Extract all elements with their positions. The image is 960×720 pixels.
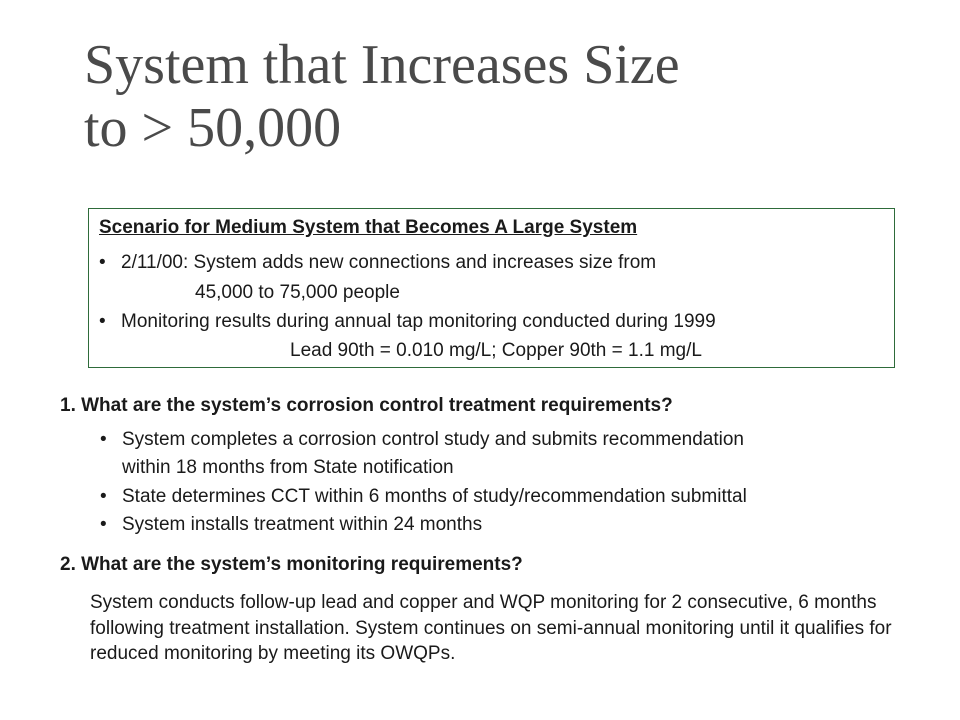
q1-bullet-3-line1: System installs treatment within 24 months [122,514,483,535]
scenario-bullet-2-line1: Monitoring results during annual tap monitoring conducted during 1999 [121,311,716,332]
scenario-box [88,208,895,368]
question-2-answer: System conducts follow-up lead and copper and WQP monitoring for 2 consecutive, 6 months following treatment installation. System continues on semi-annual monitoring until it qualifies for reduced monitoring by meeting its OWQPs. [90,592,892,664]
bullet-glyph: • [100,514,107,535]
q1-bullet-1-line1: System completes a corrosion control study and submits recommendation [122,429,744,450]
slide-title [84,34,904,160]
q1-bullet-1 [100,429,744,451]
bullet-glyph: • [100,486,107,507]
title-line-1: System that Increases Size [84,34,680,96]
bullet-glyph: • [99,252,106,273]
scenario-heading: Scenario for Medium System that Becomes A Large System [99,217,638,238]
scenario-bullet-1-line1: 2/11/00: System adds new connections and increases size from [121,252,657,273]
title-line-2: to > 50,000 [84,97,342,159]
q1-bullet-2-line1: State determines CCT within 6 months of study/recommendation submittal [122,486,747,507]
question-2: 2. What are the system’s monitoring requirements? [60,554,523,575]
scenario-bullet-1 [99,252,656,274]
q1-bullet-2 [100,486,747,508]
q1-bullet-3 [100,514,482,536]
question-1: 1. What are the system’s corrosion control treatment requirements? [60,395,673,416]
q1-bullet-1-line2: within 18 months from State notification [122,457,454,478]
scenario-bullet-2 [99,311,716,333]
bullet-glyph: • [100,429,107,450]
scenario-bullet-1-line2: 45,000 to 75,000 people [195,282,400,303]
bullet-glyph: • [99,311,106,332]
scenario-bullet-2-line2: Lead 90th = 0.010 mg/L; Copper 90th = 1.1 mg/L [290,340,702,361]
